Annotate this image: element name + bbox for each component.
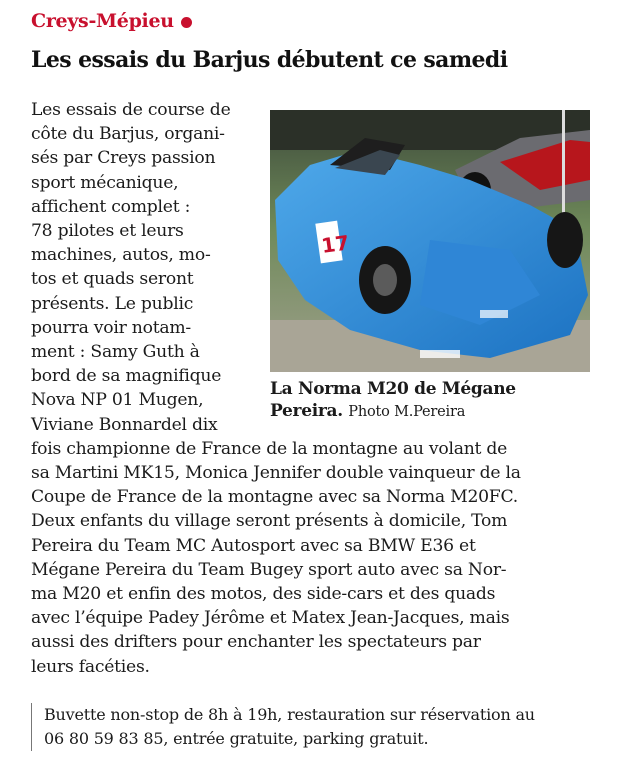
body-line: Viviane Bonnardel dix (31, 414, 218, 435)
body-line: 78 pilotes et leurs (31, 221, 184, 242)
footer-line: 06 80 59 83 85, entrée gratuite, parking gratuit. (44, 729, 429, 748)
body-line: Les essais de course de (31, 100, 231, 120)
photo-credit: Photo M.Pereira (348, 404, 466, 420)
article-headline: Les essais du Barjus débutent ce samedi (31, 47, 508, 73)
kicker-label: Creys-Mépieu (31, 10, 174, 32)
footer-line: Buvette non-stop de 8h à 19h, restauration sur réservation au (44, 705, 535, 724)
body-line: machines, autos, mo- (31, 245, 211, 266)
photo-caption (270, 378, 570, 423)
body-line: sés par Creys passion (31, 148, 216, 169)
practical-info (31, 703, 604, 751)
race-car-photo (270, 110, 590, 372)
caption-text: La Norma M20 de Mégane Pereira. (270, 379, 516, 421)
body-line: bord de sa magnifique (31, 366, 222, 387)
body-line: Pereira du Team MC Autosport avec sa BMW E36 et (31, 535, 476, 556)
body-line: Mégane Pereira du Team Bugey sport auto avec sa Nor- (31, 559, 507, 580)
body-line: Coupe de France de la montagne avec sa Norma M20FC. (31, 487, 518, 508)
body-line: leurs facéties. (31, 656, 150, 677)
car-number: 17 (319, 230, 351, 258)
body-line: Deux enfants du village seront présents à domicile, Tom (31, 511, 508, 532)
kicker-dot-icon (181, 17, 192, 28)
body-line: tos et quads seront (31, 269, 194, 290)
body-line: affichent complet : (31, 196, 191, 217)
body-line: pourra voir notam- (31, 317, 191, 338)
body-line: côte du Barjus, organi- (31, 124, 225, 145)
body-line: sa Martini MK15, Monica Jennifer double vainqueur de la (31, 463, 521, 484)
body-line: présents. Le public (31, 293, 194, 314)
article-photo-block (270, 110, 590, 423)
body-line: ment : Samy Guth à (31, 342, 200, 363)
body-line: aussi des drifters pour enchanter les spectateurs par (31, 632, 481, 653)
body-line: Nova NP 01 Mugen, (31, 390, 204, 411)
section-kicker (31, 10, 192, 32)
body-line: fois championne de France de la montagne au volant de (31, 438, 508, 459)
body-line: sport mécanique, (31, 172, 179, 193)
body-line: ma M20 et enfin des motos, des side-cars et des quads (31, 584, 496, 605)
body-line: avec l’équipe Padey Jérôme et Matex Jean-Jacques, mais (31, 608, 510, 629)
